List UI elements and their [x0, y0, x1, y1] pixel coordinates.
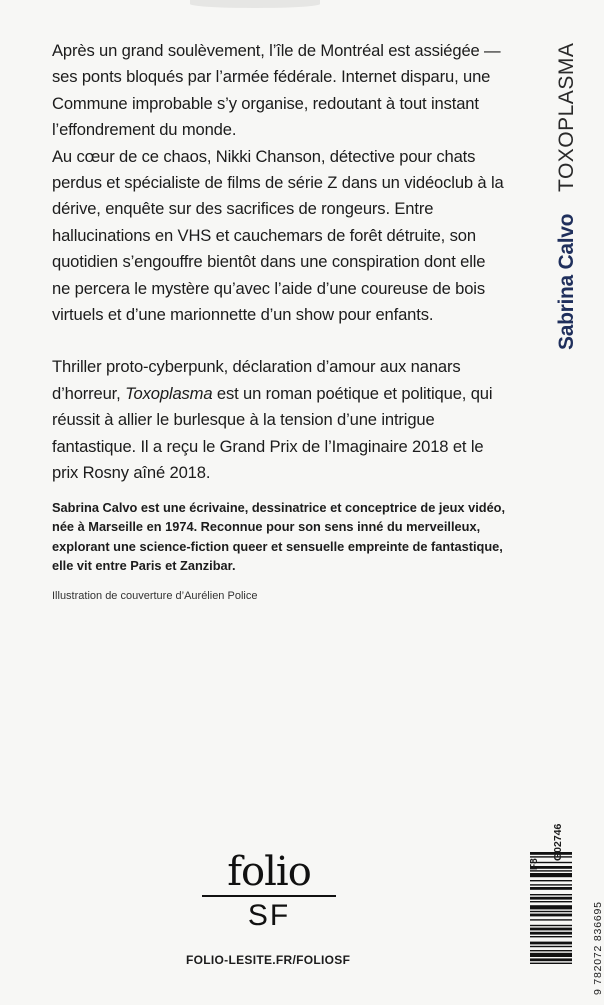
publisher-website: FOLIO-LESITE.FR/FOLIOSF: [186, 953, 351, 967]
barcode-number: 9 782072 836695: [592, 901, 604, 995]
back-cover-blurb: [52, 38, 504, 487]
top-shadow: [190, 0, 320, 8]
author-bio: Sabrina Calvo est une écrivaine, dessinatrice et conceptrice de jeux vidéo, née à Marseille en 1974. Reconnue pour son sens inné du merveilleux, explorant une science-fiction queer et sensuelle empreinte de fantastique, elle vit entre Paris et Zanzibar.: [52, 500, 506, 574]
blurb-paragraph-2: Au cœur de ce chaos, Nikki Chanson, détective pour chats perdus et spécialiste de films de série Z dans un vidéoclub à la dérive, enquête sur des sacrifices de rongeurs. Entre hallucinations en VHS et cauchemars de forêt détruite, son quotidien s’engouffre bientôt dans une conspiration dont elle ne percera le mystère qu’avec l’aide d’une coureuse de bois virtuels et d’une marionnette d’un show pour enfants.: [52, 146, 504, 325]
barcode-area: [498, 850, 598, 1005]
logo-sf-text: SF: [247, 899, 291, 932]
barcode-code: G02746: [552, 823, 564, 861]
cover-illustration-credit: Illustration de couverture d’Aurélien Police: [52, 590, 258, 602]
logo-divider: [202, 895, 336, 897]
logo-folio-text: folio: [227, 849, 311, 895]
blurb-paragraph-3-end: est un roman poétique et politique, qui réussit à allier le burlesque à la tension d’une intrigue fantastique. Il a reçu le Grand Prix de l’Imaginaire 2018 et le prix Rosny aîné 2018.: [52, 383, 493, 483]
spine-author: Sabrina Calvo: [555, 213, 578, 350]
barcode-price: F8: [529, 858, 540, 870]
folio-sf-logo: [196, 849, 342, 932]
book-title-italic: Toxoplasma: [125, 383, 213, 403]
blurb-paragraph-3-start: Thriller proto-cyberpunk, déclaration d’amour aux nanars d’horreur,: [52, 357, 461, 403]
spine-title: TOXOPLASMA: [555, 42, 578, 192]
barcode-icon: [498, 850, 598, 1000]
blurb-paragraph-3: [52, 354, 504, 486]
blurb-paragraph-1: Après un grand soulèvement, l’île de Montréal est assiégée — ses ponts bloqués par l’armée fédérale. Internet disparu, une Commune improbable s’y organise, redoutant à tout instant l’effondrement du monde.: [52, 41, 501, 140]
